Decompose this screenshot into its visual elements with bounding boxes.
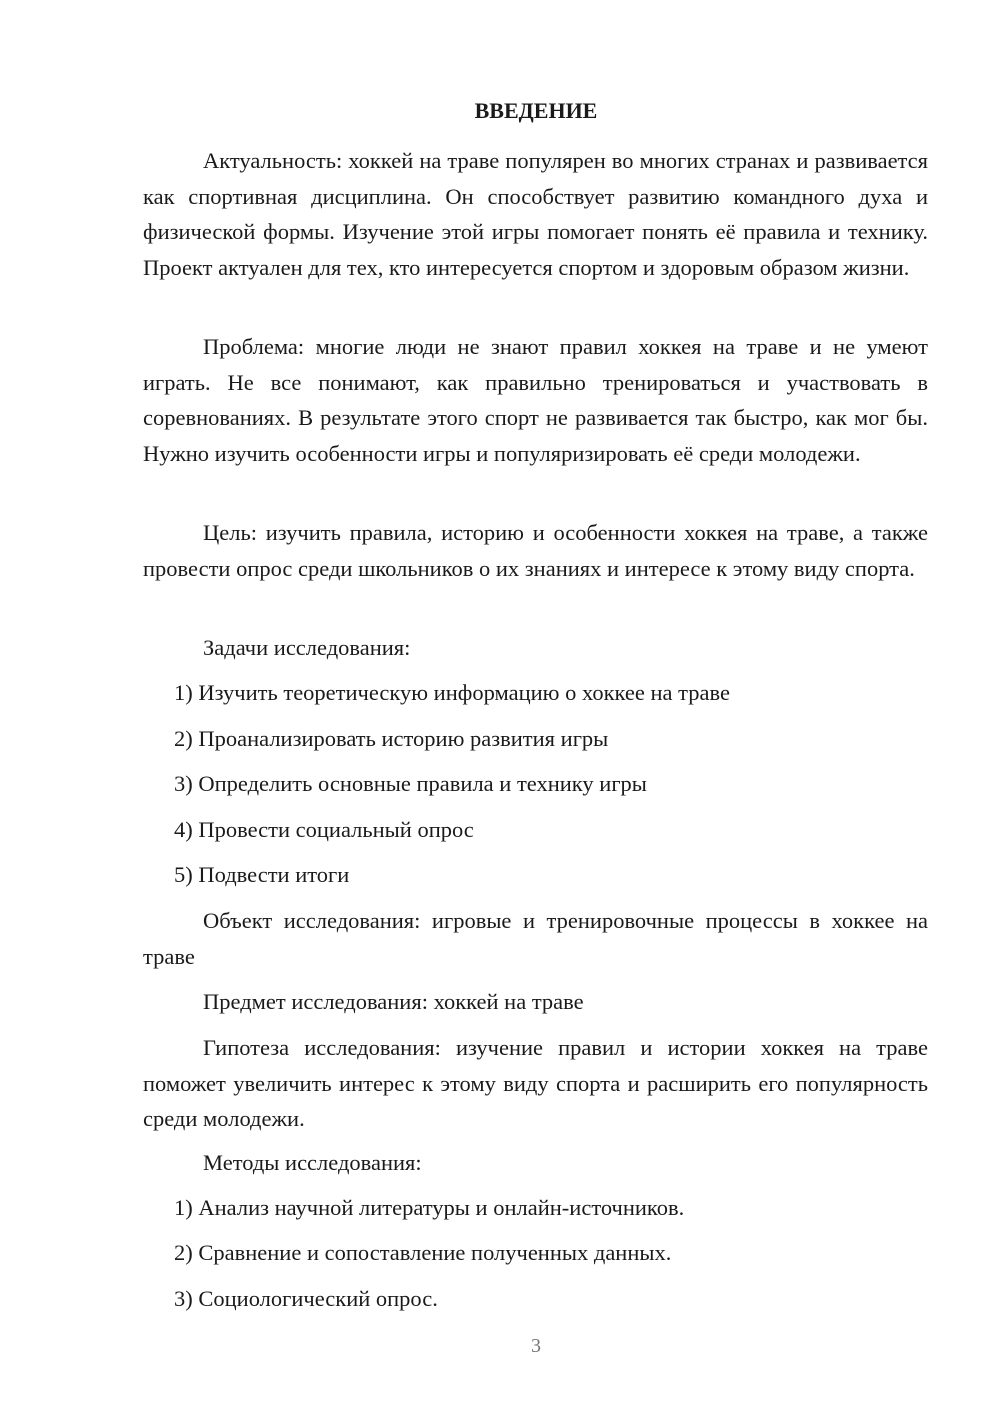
hypothesis-paragraph: Гипотеза исследования: изучение правил и истории хоккея на траве поможет увеличить интерес к этому виду спорта и расширить его популярность среди молодежи. <box>143 1035 928 1131</box>
subject-paragraph: Предмет исследования: хоккей на траве <box>203 989 584 1014</box>
section-heading: ВВЕДЕНИЕ <box>474 98 598 123</box>
page-number: 3 <box>531 1335 541 1357</box>
method-item: 3) Социологический опрос. <box>174 1286 438 1311</box>
task-item: 4) Провести социальный опрос <box>174 817 474 842</box>
task-item: 1) Изучить теоретическую информацию о хоккее на траве <box>174 680 730 705</box>
method-item: 1) Анализ научной литературы и онлайн-источников. <box>174 1195 685 1220</box>
object-paragraph: Объект исследования: игровые и тренировочные процессы в хоккее на траве <box>143 908 928 969</box>
relevance-paragraph: Актуальность: хоккей на траве популярен во многих странах и развивается как спортивная дисциплина. Он способствует развитию командного духа и физической формы. Изучение этой игры помогает понять её правила и технику. Проект актуален для тех, кто интересуется спортом и здоровым образом жизни. <box>143 148 928 280</box>
task-item: 5) Подвести итоги <box>174 862 350 887</box>
tasks-label: Задачи исследования: <box>203 635 411 660</box>
problem-paragraph: Проблема: многие люди не знают правил хоккея на траве и не умеют играть. Не все понимают, как правильно тренироваться и участвовать в соревнованиях. В результате этого спорт не развивается так быстро, как мог бы. Нужно изучить особенности игры и популяризировать её среди молодежи. <box>143 334 928 466</box>
task-item: 3) Определить основные правила и технику игры <box>174 771 647 796</box>
methods-label: Методы исследования: <box>203 1150 422 1175</box>
method-item: 2) Сравнение и сопоставление полученных данных. <box>174 1240 672 1265</box>
task-item: 2) Проанализировать историю развития игры <box>174 726 609 751</box>
goal-paragraph: Цель: изучить правила, историю и особенности хоккея на траве, а также провести опрос среди школьников о их знаниях и интересе к этому виду спорта. <box>143 520 928 581</box>
